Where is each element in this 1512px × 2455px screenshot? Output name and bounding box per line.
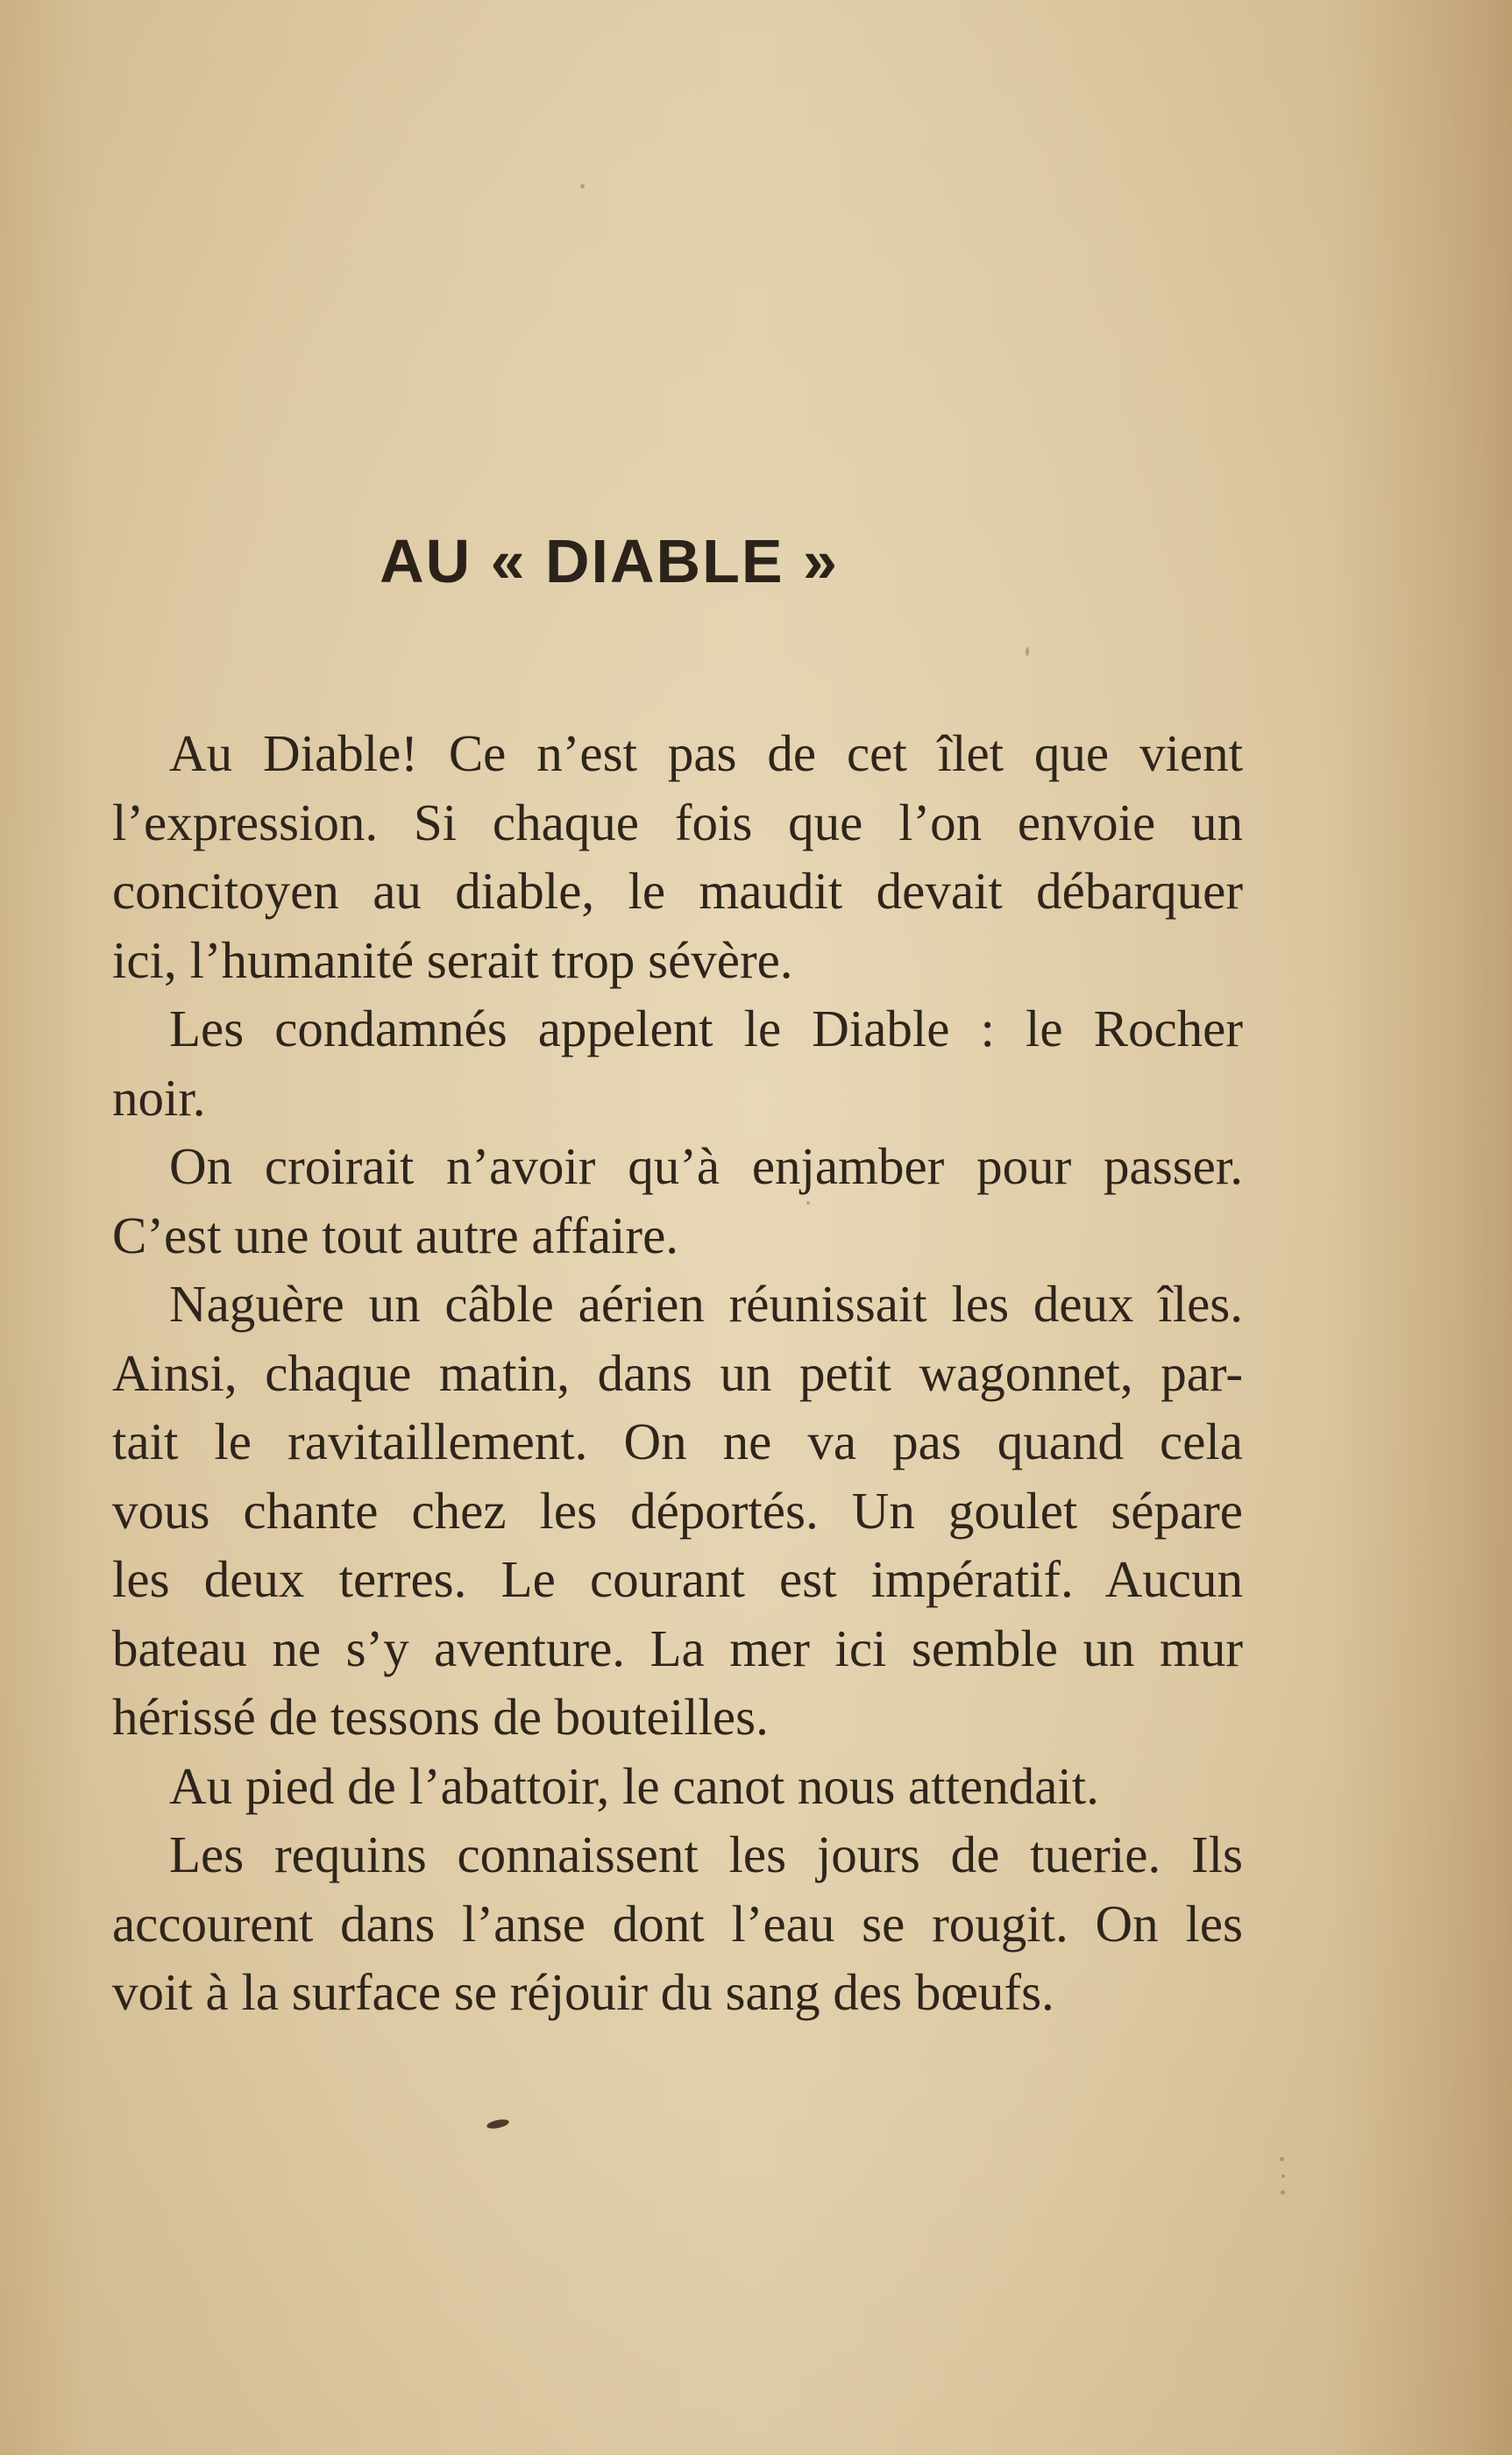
text-line: On croirait n’avoir qu’à enjamber pour passer. xyxy=(169,1137,1243,1195)
paragraph xyxy=(112,1752,1243,1821)
text-line: accourent dans l’anse dont l’eau se rougit. On les xyxy=(112,1894,1243,1953)
paper-speck xyxy=(1281,2174,1285,2178)
paragraph xyxy=(112,719,1243,994)
text-line: Ainsi, chaque matin, dans un petit wagonnet, par- xyxy=(112,1343,1243,1402)
text-line: Au pied de l’abattoir, le canot nous attendait. xyxy=(169,1756,1099,1815)
paper-speck xyxy=(1281,2190,1285,2195)
text-line: C’est une tout autre affaire. xyxy=(112,1206,679,1264)
paragraph xyxy=(112,1820,1243,2027)
text-line: vous chante chez les déportés. Un goulet sépare xyxy=(112,1481,1243,1540)
text-line: Au Diable! Ce n’est pas de cet îlet que vient xyxy=(169,724,1243,782)
text-line: les deux terres. Le courant est impératif. Aucun xyxy=(112,1550,1243,1608)
text-line: tait le ravitaillement. On ne va pas quand cela xyxy=(112,1413,1243,1470)
chapter-title: AU « DIABLE » xyxy=(380,527,839,595)
text-line: Naguère un câble aérien réunissait les deux îles. xyxy=(169,1275,1243,1333)
paper-speck xyxy=(1280,2157,1284,2161)
text-line: bateau ne s’y aventure. La mer ici semble un mur xyxy=(112,1619,1243,1677)
paper-speck xyxy=(580,184,585,189)
text-line: Les requins connaissent les jours de tuerie. Ils xyxy=(169,1825,1243,1883)
text-line: voit à la surface se réjouir du sang des bœufs. xyxy=(112,1963,1054,2021)
paragraph xyxy=(112,1270,1243,1752)
text-line: Les condamnés appelent le Diable : le Rocher xyxy=(169,1000,1243,1057)
text-line: concitoyen au diable, le maudit devait débarquer xyxy=(112,862,1243,920)
ink-mark xyxy=(486,2117,509,2130)
paragraph xyxy=(112,994,1243,1132)
paragraph xyxy=(112,1132,1243,1270)
paper-speck xyxy=(1026,647,1029,656)
body-text xyxy=(112,719,1243,2027)
text-line: ici, l’humanité serait trop sévère. xyxy=(112,930,793,989)
text-line: noir. xyxy=(112,1068,206,1127)
text-line: l’expression. Si chaque fois que l’on envoie un xyxy=(112,793,1243,851)
text-line: hérissé de tessons de bouteilles. xyxy=(112,1688,769,1746)
